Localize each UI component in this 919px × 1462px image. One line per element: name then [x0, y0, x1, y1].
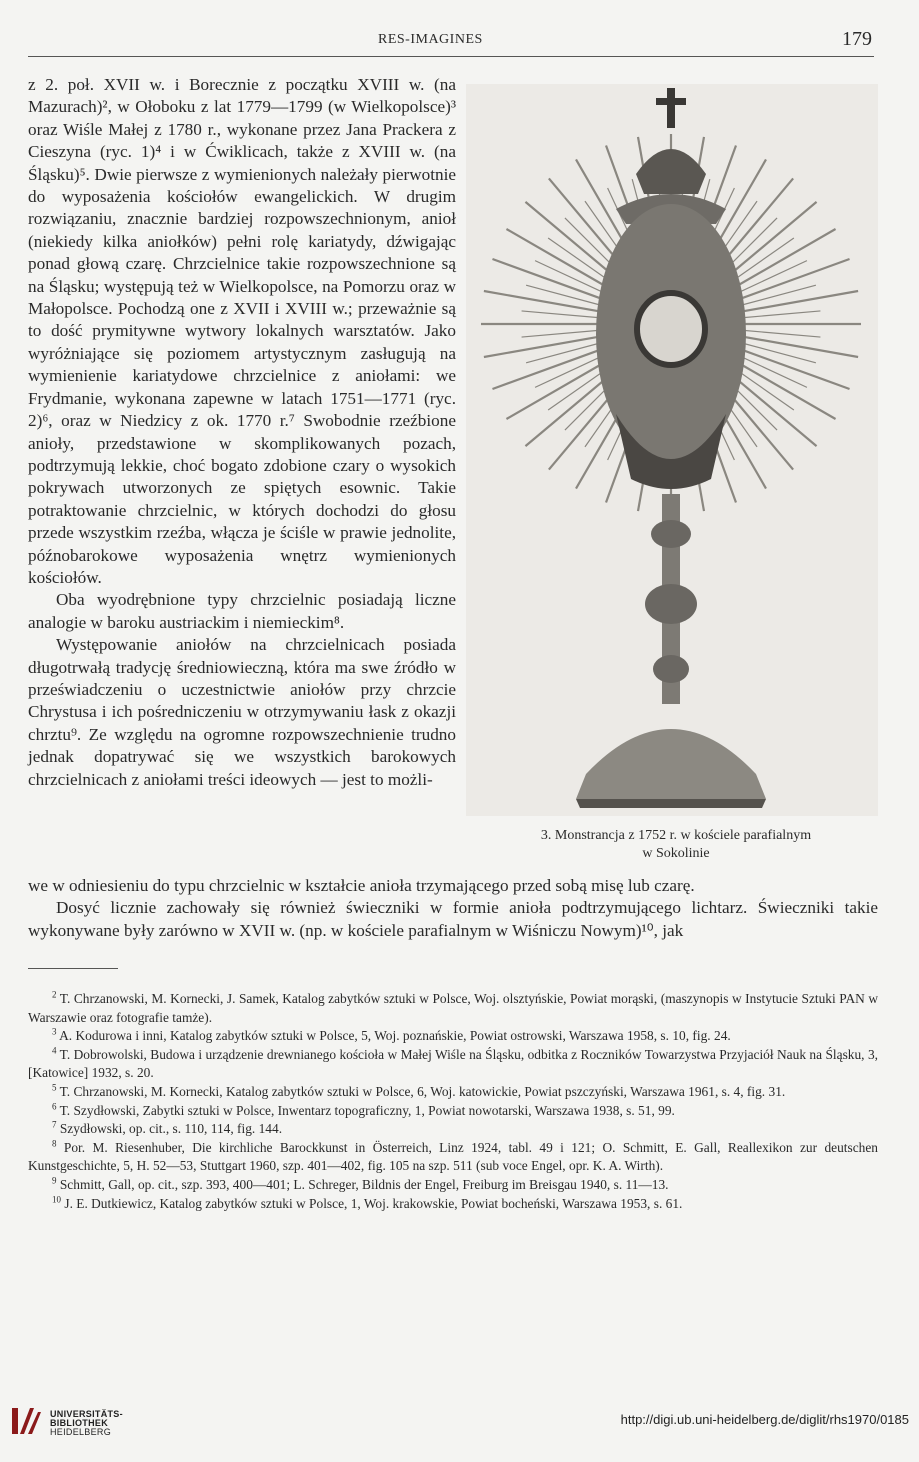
footnote [28, 1176, 878, 1195]
ray [492, 259, 605, 300]
footnote-text: J. E. Dutkiewicz, Katalog zabytków sztuki w Polsce, 1, Woj. krakowskie, Powiat bocheński, Warszawa 1953, s. 61. [64, 1195, 683, 1211]
ray [484, 291, 602, 312]
base-edge [576, 799, 766, 808]
stem-knot-2 [645, 584, 697, 624]
caption-line-2: w Sokolinie [642, 846, 710, 861]
ray [522, 330, 602, 337]
lunette-window [637, 293, 705, 365]
footnote [28, 990, 878, 1027]
ray [740, 291, 858, 312]
footnote-number: 4 [52, 1045, 57, 1056]
stem-knot-3 [653, 655, 689, 683]
footnotes [28, 990, 878, 1213]
ray [741, 311, 821, 318]
monstrance-photo [466, 84, 878, 816]
footnote [28, 1120, 878, 1139]
paragraph-5: Dosyć licznie zachowały się również świeczniki w formie anioła podtrzymującego lichtarz. Świeczniki takie wykonywane były zarówno w XVII w. (np. w kościele parafialnym w Wiśniczu Nowym)¹⁰, jak [28, 898, 878, 940]
running-title: RES-IMAGINES [378, 32, 483, 47]
ray [737, 259, 850, 300]
footnote [28, 1027, 878, 1046]
page-number: 179 [842, 28, 872, 50]
footnote-text: A. Kodurowa i inni, Katalog zabytków sztuki w Polsce, 5, Woj. poznańskie, Powiat ostrowski, Warszawa 1958, s. 10, fig. 24. [59, 1028, 731, 1044]
paragraph-3: Występowanie aniołów na chrzcielnicach posiada długotrwałą tradycję średniowieczną, która ma swe źródło w przeświadczeniu o uczestnictwie aniołów przy chrzcie Chrystusa i ich pośredniczeniu w otrzymywaniu łask z okazji chrztu⁹. Ze względu na ogromne rozpowszechnienie trudno jednak dopatrywać się we wszystkich barokowych chrzcielnicach z aniołami treści ideowych — jest to możli- [28, 635, 456, 789]
library-name [50, 1410, 123, 1437]
ray [737, 348, 850, 389]
footnote [28, 1083, 878, 1102]
footnote-number: 3 [52, 1026, 57, 1037]
footnote-number: 8 [52, 1138, 57, 1149]
footnote-number: 2 [52, 989, 57, 1000]
footnote-number: 7 [52, 1119, 57, 1130]
library-line-3: HEIDELBERG [50, 1427, 112, 1437]
caption-line-1: 3. Monstrancja z 1752 r. w kościele parafialnym [540, 828, 812, 843]
paragraph-1: z 2. poł. XVII w. i Borecznie z początku XVIII w. (na Mazurach)², w Ołoboku z lat 1779—1799 (w Wielkopolsce)³ oraz Wiśle Małej z 1780 r., wykonane przez Jana Prackera z Cieszyna (ryc. 1)⁴ i w Ćwiklicach, także z XVIII w. (na Śląsku)⁵. Dwie pierwsze z wymienionych należały pierwotnie do wyposażenia kościołów ewangelickich. W drugim rozwiązaniu, znacznie bardziej rozpowszechnionym, anioł (niekiedy kilka aniołków) pełni rolę kariatydy, dźwigając ponad głową czarę. Chrzcielnice takie rozpowszechnione są na Śląsku; występują też w Wielkopolsce, na Pomorzu oraz w Małopolsce. Pochodzą one z XVII i XVIII w.; przeważnie są to dość prymitywne wytwory lokalnych warsztatów. Jako wyróżniające się poziomem artystycznym zasługują na wymienienie kariatydowe chrzcielnice z aniołami: we Frydmanie, wykonana zapewne w latach 1751—1771 (ryc. 2)⁶, oraz w Niedzicy z ok. 1770 r.⁷ Swobodnie rzeźbione anioły, przedstawione w skomplikowanych pozach, podtrzymują lekkie, choć bogato zdobione czary o wysokich pokrywach utworzonych ze spiętych esownic. Takie potraktowanie chrzcielnic, w których dochodzi do głosu przede wszystkim rzeźba, włącza je ściśle w prawie jednolite, późnobarokowe wyposażenia wnętrz wymienionych kościołów. [28, 75, 456, 587]
footnote [28, 1139, 878, 1176]
footnote-text: T. Szydłowski, Zabytki sztuki w Polsce, Inwentarz topograficzny, 1, Powiat nowotarski, Warszawa 1938, s. 51, 99. [59, 1102, 675, 1118]
paragraph-4: we w odniesieniu do typu chrzcielnic w kształcie anioła trzymającego przed sobą misę lub czarę. [28, 876, 695, 895]
running-head [28, 30, 874, 57]
library-line-2: BIBLIOTHEK [50, 1418, 108, 1428]
footnote-separator [28, 968, 118, 969]
library-logo-icon[interactable] [10, 1404, 44, 1438]
footnote [28, 1102, 878, 1121]
footnote-text: Por. M. Riesenhuber, Die kirchliche Barockkunst in Österreich, Linz 1924, tabl. 49 i 121; O. Schmitt, E. Gall, Reallexikon zur deutschen Kunstgeschichte, 5, H. 52—53, Stuttgart 1960, szp. 401—402, fig. 105 na szp. 511 (sub voce Engel, opr. K. A. Wirth). [28, 1139, 879, 1174]
stem-knot-1 [651, 520, 691, 548]
footnote-text: Schmitt, Gall, op. cit., szp. 393, 400—401; L. Schreger, Bildnis der Engel, Freiburg im Breisgau 1940, s. 11—13. [59, 1176, 669, 1192]
cross-horizontal [656, 98, 686, 105]
footnote-number: 6 [52, 1101, 57, 1112]
full-width-text [28, 875, 878, 942]
footnote-text: T. Chrzanowski, M. Kornecki, Katalog zabytków sztuki w Polsce, 6, Woj. katowickie, Powiat pszczyński, Warszawa 1961, s. 4, fig. 31. [59, 1083, 786, 1099]
ray [740, 336, 858, 357]
library-line-1: UNIVERSITÄTS- [50, 1409, 123, 1419]
paragraph-2: Oba wyodrębnione typy chrzcielnic posiadają liczne analogie w baroku austriackim i niemieckim⁸. [28, 590, 456, 632]
footnote-text: Szydłowski, op. cit., s. 110, 114, fig. 144. [59, 1121, 283, 1137]
ray [741, 330, 821, 337]
source-url-link[interactable]: http://digi.ub.uni-heidelberg.de/diglit/rhs1970/0185 [620, 1412, 909, 1427]
footnote-number: 5 [52, 1082, 57, 1093]
base [576, 729, 766, 799]
left-column-text [28, 74, 456, 791]
ray [522, 311, 602, 318]
footnote [28, 1046, 878, 1083]
ray [492, 348, 605, 389]
footnote [28, 1195, 878, 1214]
footnote-text: T. Chrzanowski, M. Kornecki, J. Samek, Katalog zabytków sztuki w Polsce, Woj. olsztyńskie, Powiat morąski, (maszynopis w Instytucie Sztuki PAN w Warszawie oraz fotografie tamże). [28, 991, 879, 1025]
footnote-text: T. Dobrowolski, Budowa i urządzenie drewnianego kościoła w Małej Wiśle na Śląsku, odbitka z Roczników Towarzystwa Przyjaciół Nauk na Śląsku, 3, [Katowice] 1932, s. 20. [28, 1046, 878, 1081]
footer-bar [0, 1400, 919, 1440]
cross-vertical [667, 88, 675, 128]
monstrance-image [466, 84, 878, 816]
footnote-number: 10 [52, 1194, 61, 1205]
footnote-number: 9 [52, 1175, 57, 1186]
crown [636, 149, 706, 194]
ray [484, 336, 602, 357]
figure-caption [476, 827, 876, 863]
